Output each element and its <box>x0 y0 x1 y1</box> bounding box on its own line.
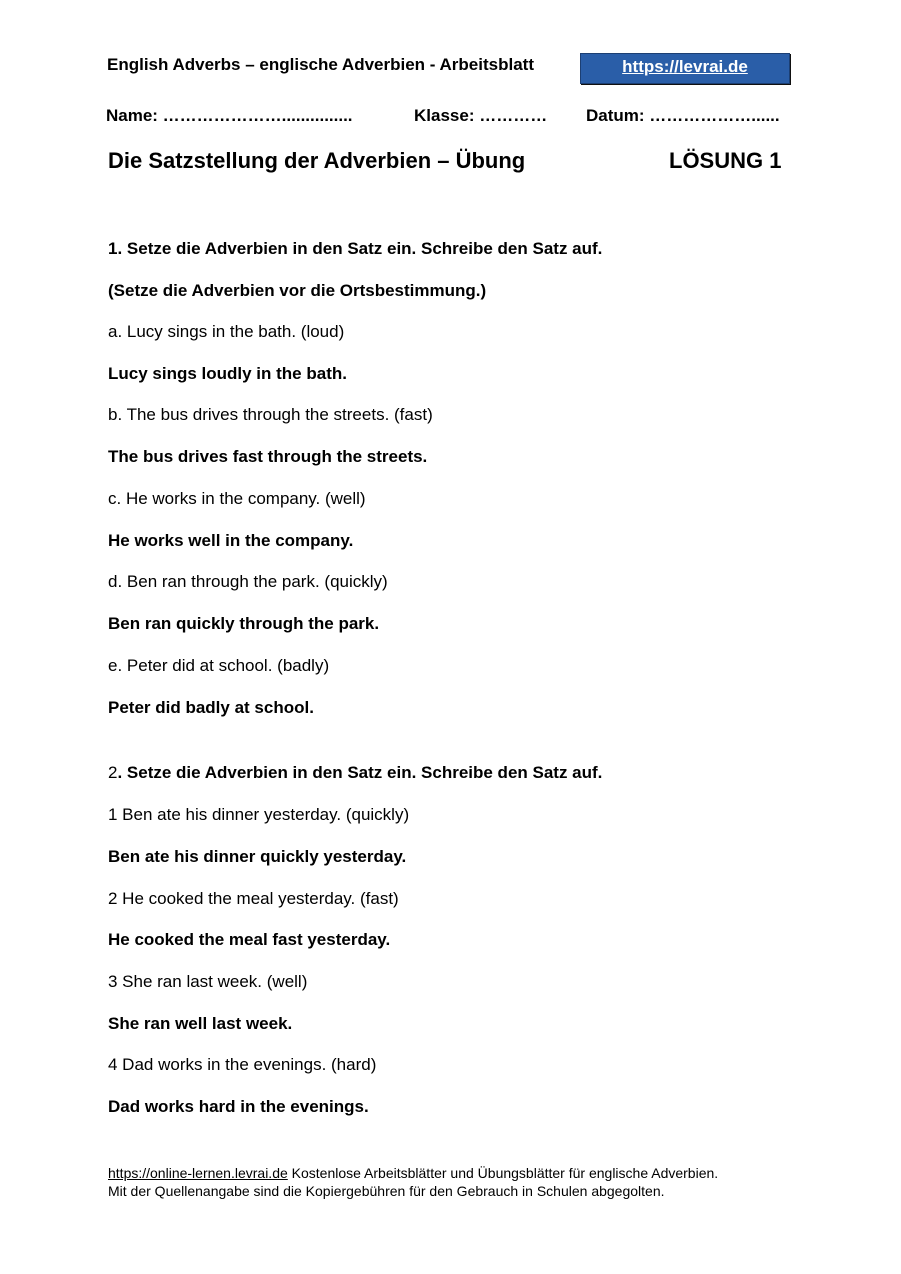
exercise-1-answer-b: The bus drives fast through the streets. <box>108 447 428 466</box>
exercise-1-answer-e: Peter did badly at school. <box>108 698 314 717</box>
worksheet-header-title: English Adverbs – englische Adverbien - Arbeitsblatt <box>107 55 534 74</box>
exercise-2-heading <box>108 763 602 783</box>
exercise-2-answer-3: She ran well last week. <box>108 1014 293 1033</box>
exercise-2-question-1: 1 Ben ate his dinner yesterday. (quickly) <box>108 805 410 824</box>
exercise-2-answer-4: Dad works hard in the evenings. <box>108 1097 369 1116</box>
footer-line-2: Mit der Quellenangabe sind die Kopiergebühren für den Gebrauch in Schulen abgegolten. <box>108 1183 665 1199</box>
exercise-2-answer-1: Ben ate his dinner quickly yesterday. <box>108 847 407 866</box>
footer-link[interactable]: https://online-lernen.levrai.de <box>108 1165 288 1181</box>
exercise-1-answer-c: He works well in the company. <box>108 531 354 550</box>
name-field: Name: …………………............... <box>106 106 353 125</box>
exercise-2-question-2: 2 He cooked the meal yesterday. (fast) <box>108 889 399 908</box>
klasse-field: Klasse: ………… <box>414 106 548 125</box>
datum-field: Datum: ………………...... <box>586 106 780 125</box>
page-title: Die Satzstellung der Adverbien – Übung <box>108 148 526 173</box>
exercise-1-heading: 1. Setze die Adverbien in den Satz ein. Schreibe den Satz auf. <box>108 239 603 258</box>
exercise-1-answer-a: Lucy sings loudly in the bath. <box>108 364 347 383</box>
exercise-1-question-a: a. Lucy sings in the bath. (loud) <box>108 322 345 341</box>
exercise-2-number: 2 <box>108 763 118 782</box>
exercise-2-answer-2: He cooked the meal fast yesterday. <box>108 930 391 949</box>
exercise-1-subheading: (Setze die Adverbien vor die Ortsbestimmung.) <box>108 281 487 300</box>
exercise-2-question-3: 3 She ran last week. (well) <box>108 972 308 991</box>
header-link-box <box>580 53 790 84</box>
exercise-1-question-c: c. He works in the company. (well) <box>108 489 366 508</box>
exercise-1-question-b: b. The bus drives through the streets. (fast) <box>108 405 433 424</box>
exercise-1-question-e: e. Peter did at school. (badly) <box>108 656 330 675</box>
footer <box>108 1164 718 1200</box>
exercise-1-answer-d: Ben ran quickly through the park. <box>108 614 380 633</box>
exercise-2-heading-text: . Setze die Adverbien in den Satz ein. Schreibe den Satz auf. <box>117 763 603 782</box>
solution-label: LÖSUNG 1 <box>669 148 782 173</box>
footer-line-1 <box>108 1164 718 1182</box>
footer-line-1-text: Kostenlose Arbeitsblätter und Übungsblätter für englische Adverbien. <box>287 1165 719 1181</box>
exercise-1-question-d: d. Ben ran through the park. (quickly) <box>108 572 388 591</box>
header-link[interactable]: https://levrai.de <box>622 57 748 76</box>
exercise-2-question-4: 4 Dad works in the evenings. (hard) <box>108 1055 377 1074</box>
